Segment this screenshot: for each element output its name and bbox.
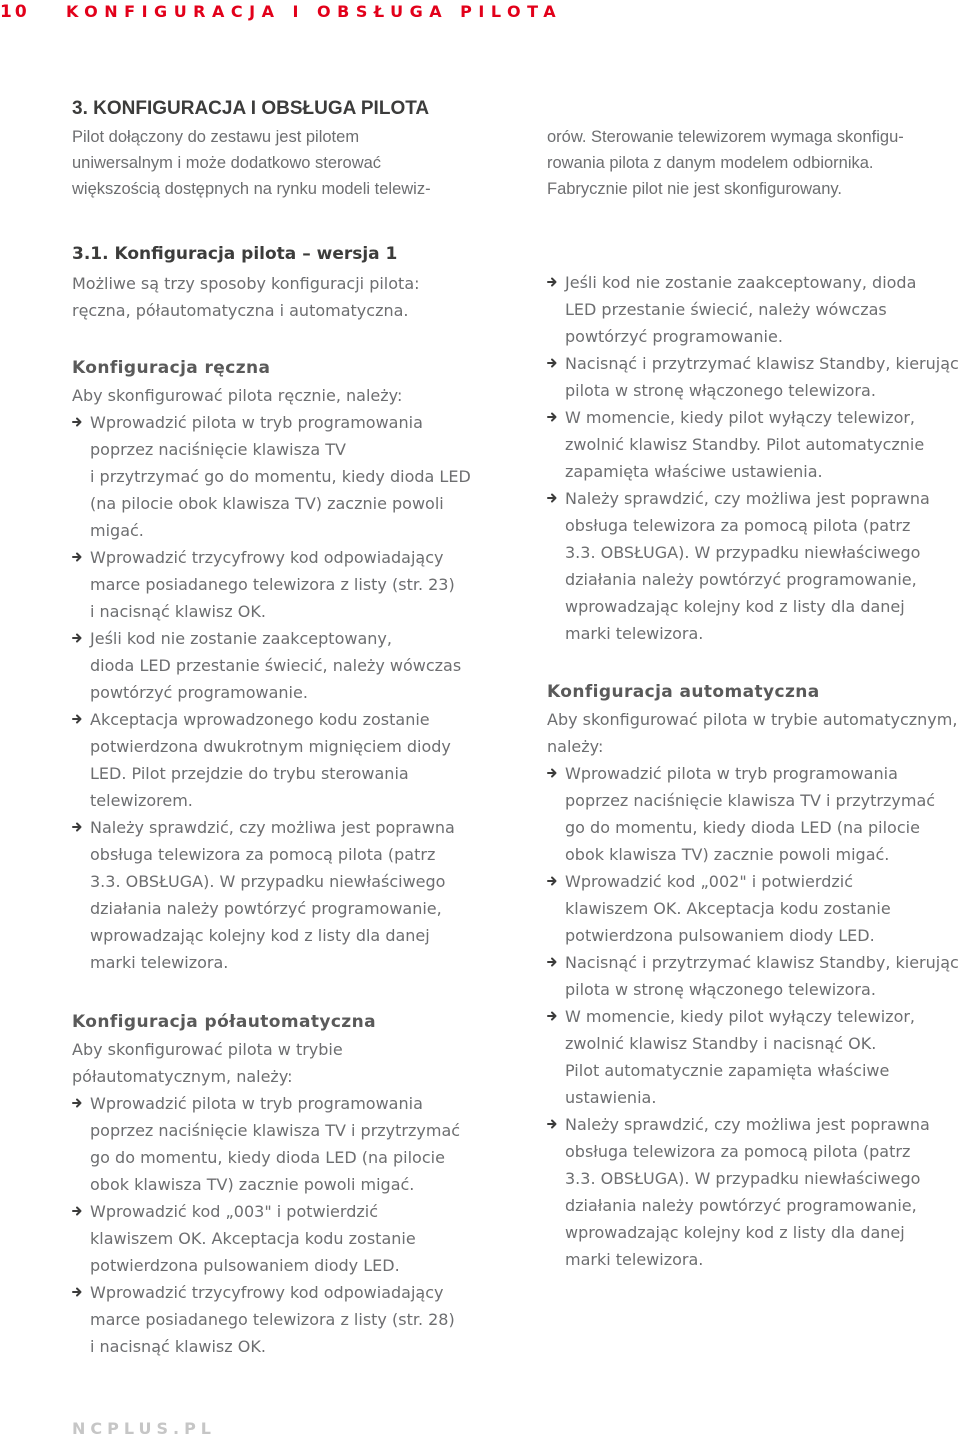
- intro-line: Pilot dołączony do zestawu jest pilotem: [72, 128, 360, 146]
- manual-config-body: [72, 382, 492, 976]
- bullet-line: ustawienia.: [565, 1088, 657, 1107]
- footer-site: NCPLUS.PL: [72, 1419, 216, 1438]
- bullet-line: Pilot automatycznie zapamięta właściwe: [565, 1061, 890, 1080]
- arrow-bullet-icon: [547, 277, 557, 287]
- bullet-line: Wprowadzić kod „002" i potwierdzić: [565, 872, 853, 891]
- bullet-line: Akceptacja wprowadzonego kodu zostanie: [90, 710, 430, 729]
- bullet-line: Wprowadzić pilota w tryb programowania: [90, 1094, 423, 1113]
- bullet-line: zwolnić klawisz Standby. Pilot automatycznie: [565, 435, 925, 454]
- semi-intro-line: półautomatycznym, należy:: [72, 1067, 293, 1086]
- bullet-line: obok klawisza TV) zacznie powoli migać.: [90, 1175, 415, 1194]
- bullet-line: migać.: [90, 521, 144, 540]
- bullet-line: zwolnić klawisz Standby i nacisnąć OK.: [565, 1034, 877, 1053]
- bullet-line: poprzez naciśnięcie klawisza TV: [90, 440, 346, 459]
- bullet-item: [547, 404, 957, 485]
- intro-line: orów. Sterowanie telewizorem wymaga skonfigu-: [547, 128, 904, 146]
- section-title: 3. KONFIGURACJA I OBSŁUGA PILOTA: [72, 98, 430, 119]
- auto-intro-line: Aby skonfigurować pilota w trybie automatycznym,: [547, 710, 958, 729]
- bullet-line: działania należy powtórzyć programowanie,: [90, 899, 442, 918]
- semi-intro-line: Aby skonfigurować pilota w trybie: [72, 1040, 343, 1059]
- bullet-line: wprowadzając kolejny kod z listy dla danej: [565, 1223, 905, 1242]
- bullet-item: [547, 269, 957, 350]
- bullet-line: Wprowadzić pilota w tryb programowania: [90, 413, 423, 432]
- bullet-item: [547, 485, 957, 647]
- bullet-line: i przytrzymać go do momentu, kiedy dioda LED: [90, 467, 471, 486]
- bullet-line: wprowadzając kolejny kod z listy dla danej: [565, 597, 905, 616]
- bullet-line: Należy sprawdzić, czy możliwa jest poprawna: [565, 489, 930, 508]
- bullet-line: klawiszem OK. Akceptacja kodu zostanie: [90, 1229, 416, 1248]
- arrow-bullet-icon: [72, 1098, 82, 1108]
- semi-config-heading: Konfiguracja półautomatyczna: [72, 1012, 376, 1032]
- arrow-bullet-icon: [72, 714, 82, 724]
- bullet-line: potwierdzona pulsowaniem diody LED.: [565, 926, 875, 945]
- bullet-line: obsługa telewizora za pomocą pilota (patrz: [90, 845, 436, 864]
- bullet-line: powtórzyć programowanie.: [565, 327, 783, 346]
- bullet-line: 3.3. OBSŁUGA). W przypadku niewłaściwego: [90, 872, 446, 891]
- bullet-line: obsługa telewizora za pomocą pilota (patrz: [565, 1142, 911, 1161]
- auto-intro-line: należy:: [547, 737, 604, 756]
- bullet-item: [72, 544, 492, 625]
- intro-line: rowania pilota z danym modelem odbiornika.: [547, 154, 874, 172]
- intro-line: Fabrycznie pilot nie jest skonfigurowany.: [547, 180, 843, 198]
- bullet-line: Wprowadzić kod „003" i potwierdzić: [90, 1202, 378, 1221]
- bullet-item: [547, 868, 957, 949]
- bullet-line: dioda LED przestanie świecić, należy wówczas: [90, 656, 462, 675]
- bullet-line: marki telewizora.: [565, 1250, 704, 1269]
- bullet-item: [72, 1198, 492, 1279]
- bullet-line: LED przestanie świecić, należy wówczas: [565, 300, 887, 319]
- arrow-bullet-icon: [547, 768, 557, 778]
- bullet-item: [72, 1279, 492, 1360]
- intro-line: Możliwe są trzy sposoby konfiguracji pilota:: [72, 274, 420, 293]
- arrow-bullet-icon: [72, 633, 82, 643]
- bullet-line: telewizorem.: [90, 791, 193, 810]
- manual-intro: Aby skonfigurować pilota ręcznie, należy:: [72, 386, 403, 405]
- arrow-bullet-icon: [72, 552, 82, 562]
- bullet-line: 3.3. OBSŁUGA). W przypadku niewłaściwego: [565, 1169, 921, 1188]
- arrow-bullet-icon: [72, 1206, 82, 1216]
- bullet-line: klawiszem OK. Akceptacja kodu zostanie: [565, 899, 891, 918]
- bullet-line: Należy sprawdzić, czy możliwa jest poprawna: [565, 1115, 930, 1134]
- right-column-continuation: [547, 269, 957, 647]
- semi-config-body: [72, 1036, 492, 1360]
- subsection-intro: [72, 270, 492, 324]
- bullet-line: marce posiadanego telewizora z listy (str. 23): [90, 575, 455, 594]
- auto-config-heading: Konfiguracja automatyczna: [547, 682, 820, 702]
- bullet-item: [547, 350, 957, 404]
- running-title: KONFIGURACJA I OBSŁUGA PILOTA: [66, 2, 563, 21]
- intro-line: uniwersalnym i może dodatkowo sterować: [72, 154, 382, 172]
- bullet-item: [72, 625, 492, 706]
- bullet-item: [547, 949, 957, 1003]
- bullet-line: obok klawisza TV) zacznie powoli migać.: [565, 845, 890, 864]
- arrow-bullet-icon: [72, 822, 82, 832]
- bullet-line: Wprowadzić pilota w tryb programowania: [565, 764, 898, 783]
- bullet-line: wprowadzając kolejny kod z listy dla danej: [90, 926, 430, 945]
- bullet-line: Wprowadzić trzycyfrowy kod odpowiadający: [90, 548, 444, 567]
- arrow-bullet-icon: [547, 1119, 557, 1129]
- bullet-line: Nacisnąć i przytrzymać klawisz Standby, kierując: [565, 354, 959, 373]
- bullet-line: poprzez naciśnięcie klawisza TV i przytrzymać: [565, 791, 936, 810]
- page-number: 10: [0, 2, 30, 22]
- bullet-line: Należy sprawdzić, czy możliwa jest poprawna: [90, 818, 455, 837]
- bullet-line: pilota w stronę włączonego telewizora.: [565, 980, 876, 999]
- bullet-line: marki telewizora.: [90, 953, 229, 972]
- bullet-line: marce posiadanego telewizora z listy (str. 28): [90, 1310, 455, 1329]
- bullet-line: W momencie, kiedy pilot wyłączy telewizor,: [565, 408, 916, 427]
- arrow-bullet-icon: [547, 493, 557, 503]
- auto-config-body: [547, 706, 957, 1273]
- bullet-line: W momencie, kiedy pilot wyłączy telewizor,: [565, 1007, 916, 1026]
- bullet-line: Jeśli kod nie zostanie zaakceptowany, dioda: [565, 273, 917, 292]
- bullet-item: [547, 760, 957, 868]
- arrow-bullet-icon: [547, 412, 557, 422]
- bullet-line: Jeśli kod nie zostanie zaakceptowany,: [90, 629, 392, 648]
- bullet-line: LED. Pilot przejdzie do trybu sterowania: [90, 764, 409, 783]
- bullet-line: zapamięta właściwe ustawienia.: [565, 462, 823, 481]
- bullet-line: (na pilocie obok klawisza TV) zacznie powoli: [90, 494, 444, 513]
- bullet-item: [72, 814, 492, 976]
- intro-line: większością dostępnych na rynku modeli telewiz-: [72, 180, 431, 198]
- bullet-line: poprzez naciśnięcie klawisza TV i przytrzymać: [90, 1121, 461, 1140]
- bullet-line: powtórzyć programowanie.: [90, 683, 308, 702]
- bullet-item: [72, 409, 492, 544]
- arrow-bullet-icon: [547, 358, 557, 368]
- bullet-line: działania należy powtórzyć programowanie,: [565, 570, 917, 589]
- bullet-line: go do momentu, kiedy dioda LED (na pilocie: [90, 1148, 445, 1167]
- bullet-line: i nacisnąć klawisz OK.: [90, 602, 266, 621]
- arrow-bullet-icon: [547, 957, 557, 967]
- bullet-line: Wprowadzić trzycyfrowy kod odpowiadający: [90, 1283, 444, 1302]
- manual-config-heading: Konfiguracja ręczna: [72, 358, 271, 378]
- bullet-item: [547, 1111, 957, 1273]
- bullet-line: działania należy powtórzyć programowanie,: [565, 1196, 917, 1215]
- bullet-line: Nacisnąć i przytrzymać klawisz Standby, kierując: [565, 953, 959, 972]
- bullet-item: [547, 1003, 957, 1111]
- arrow-bullet-icon: [72, 417, 82, 427]
- bullet-line: go do momentu, kiedy dioda LED (na pilocie: [565, 818, 920, 837]
- bullet-line: 3.3. OBSŁUGA). W przypadku niewłaściwego: [565, 543, 921, 562]
- section-intro-right: [547, 124, 947, 202]
- intro-line: ręczna, półautomatyczna i automatyczna.: [72, 301, 409, 320]
- bullet-item: [72, 706, 492, 814]
- arrow-bullet-icon: [547, 876, 557, 886]
- bullet-line: pilota w stronę włączonego telewizora.: [565, 381, 876, 400]
- page-header: [0, 0, 960, 28]
- bullet-line: i nacisnąć klawisz OK.: [90, 1337, 266, 1356]
- bullet-line: obsługa telewizora za pomocą pilota (patrz: [565, 516, 911, 535]
- arrow-bullet-icon: [72, 1287, 82, 1297]
- bullet-line: potwierdzona pulsowaniem diody LED.: [90, 1256, 400, 1275]
- bullet-line: marki telewizora.: [565, 624, 704, 643]
- bullet-line: potwierdzona dwukrotnym mignięciem diody: [90, 737, 451, 756]
- subsection-title: 3.1. Konfiguracja pilota – wersja 1: [72, 244, 398, 264]
- arrow-bullet-icon: [547, 1011, 557, 1021]
- section-intro-left: [72, 124, 472, 202]
- bullet-item: [72, 1090, 492, 1198]
